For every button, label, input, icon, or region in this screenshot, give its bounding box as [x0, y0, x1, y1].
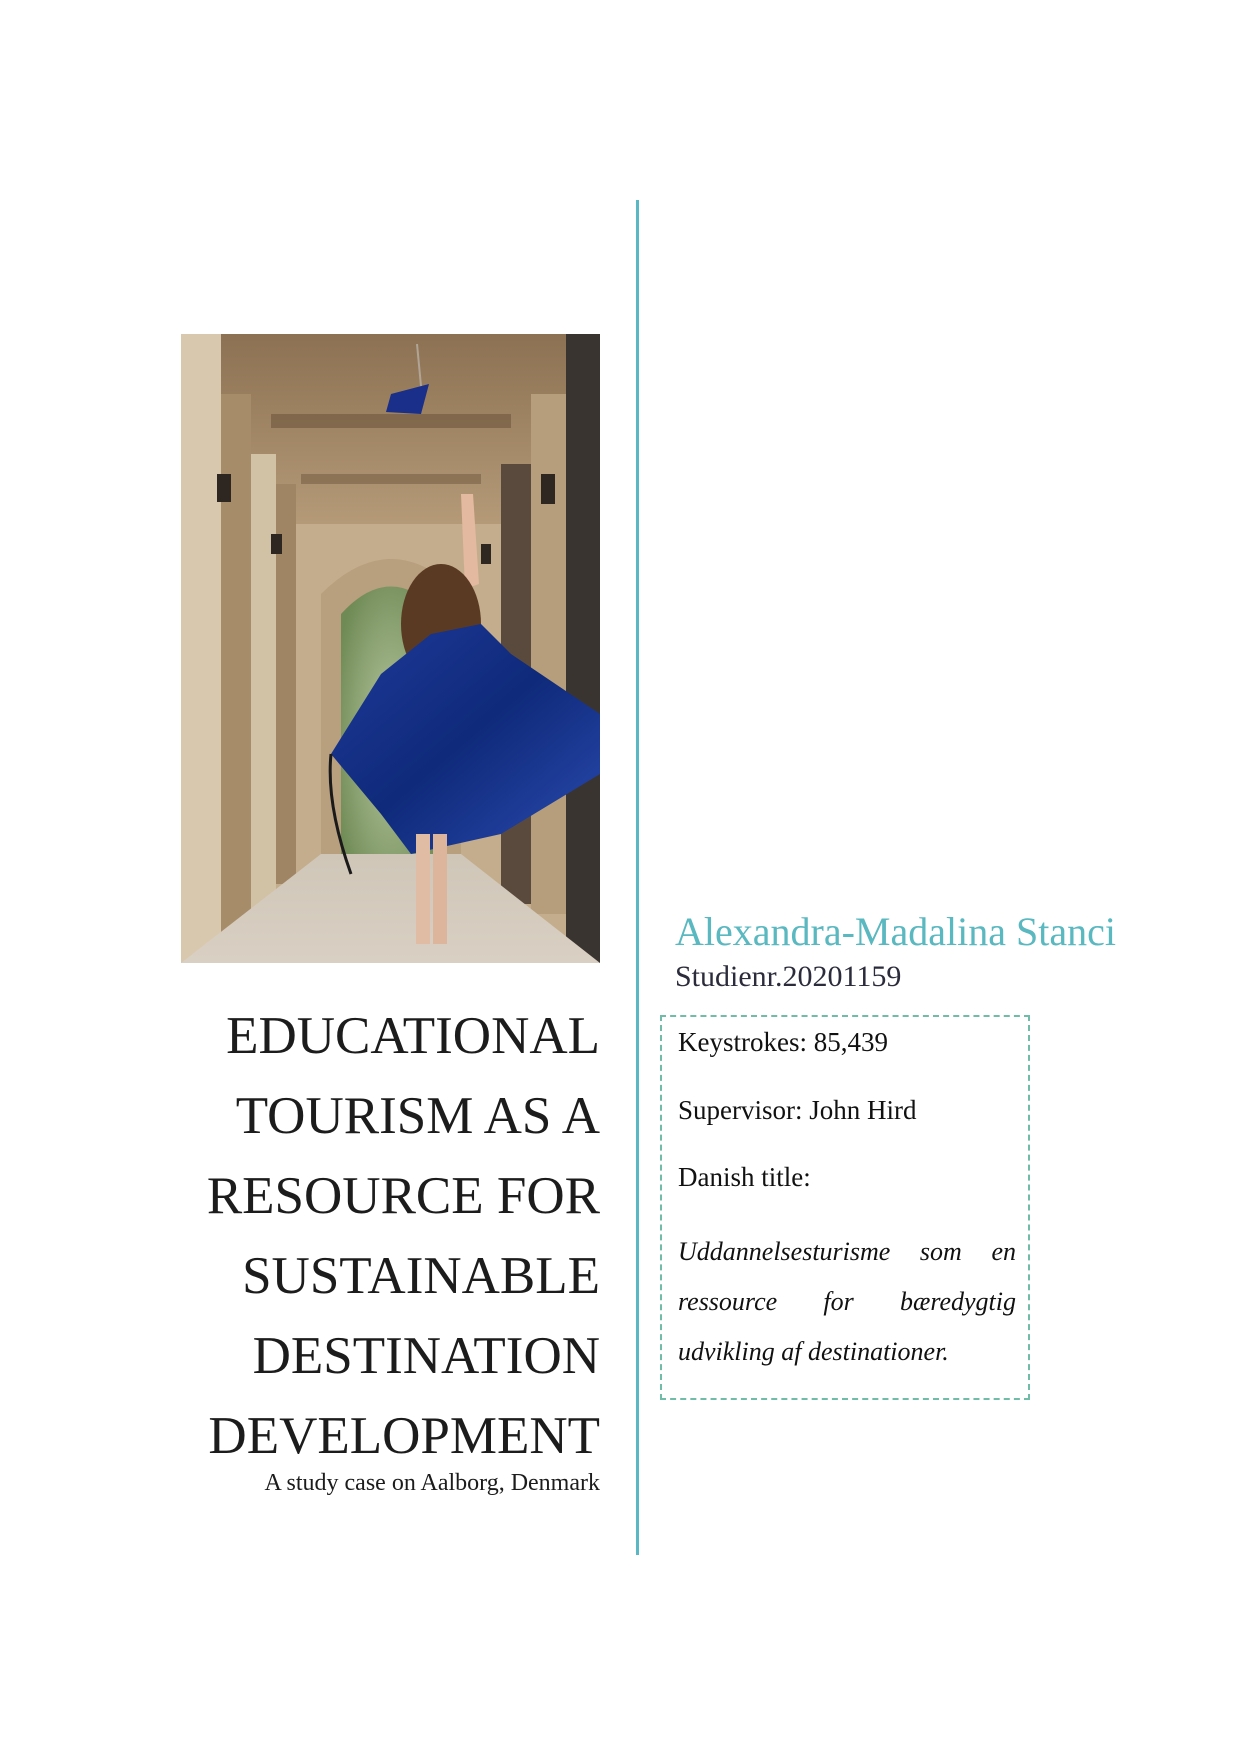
- danish-title: Uddannelsesturisme som en ressource for bæredygtig udvikling af destinationer.: [678, 1237, 1016, 1366]
- title-line-5: DESTINATION: [252, 1327, 600, 1385]
- graduate-photo-illustration: [181, 334, 600, 963]
- danish-title-label: Danish title:: [678, 1162, 811, 1192]
- title-line-1: EDUCATIONAL: [226, 1007, 600, 1065]
- document-subtitle: A study case on Aalborg, Denmark: [264, 1470, 600, 1496]
- document-title: [181, 996, 600, 1476]
- title-line-4: SUSTAINABLE: [242, 1247, 600, 1305]
- vertical-divider: [636, 200, 639, 1555]
- supervisor: Supervisor: John Hird: [678, 1095, 917, 1125]
- title-line-3: RESOURCE FOR: [206, 1167, 600, 1225]
- keystrokes-count: Keystrokes: 85,439: [678, 1027, 888, 1057]
- title-line-6: DEVELOPMENT: [208, 1407, 600, 1465]
- cover-photo: [181, 334, 600, 963]
- info-box: [660, 1015, 1030, 1400]
- title-line-2: TOURISM AS A: [235, 1087, 600, 1145]
- author-name: Alexandra-Madalina Stanci: [675, 909, 1116, 954]
- student-number: Studienr.20201159: [675, 960, 902, 993]
